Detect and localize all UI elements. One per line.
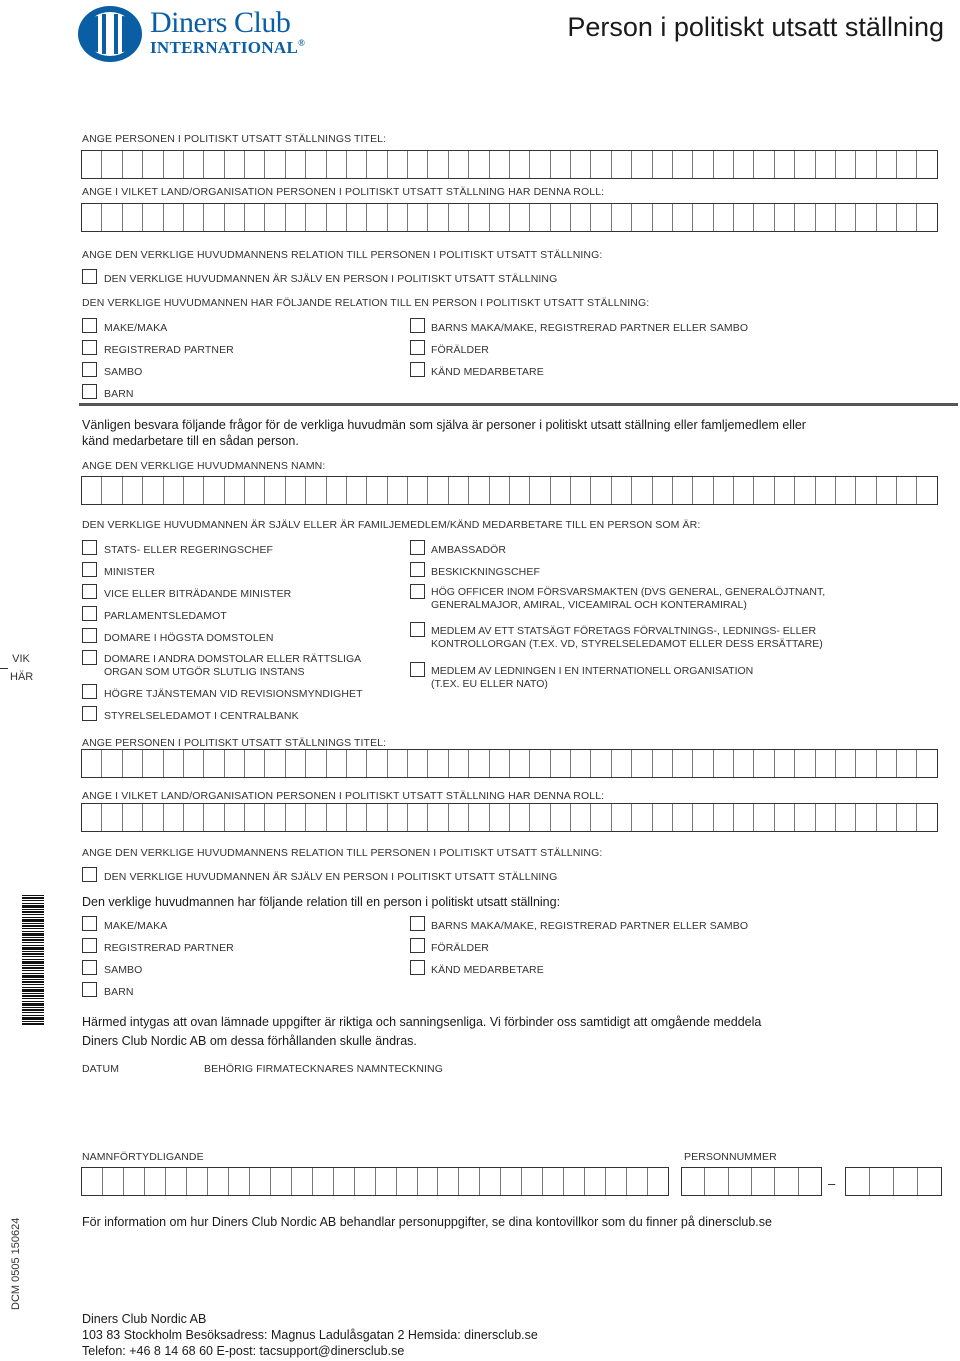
role-label: DEN VERKLIGE HUVUDMANNEN ÄR SJÄLV ELLER ÄR FAMILJEMEDLEM/KÄND MEDARBETARE TILL EN PERSON SOM ÄR: (82, 519, 701, 531)
ambassador-checkbox[interactable] (410, 540, 425, 555)
military-officer-checkbox[interactable] (410, 584, 425, 599)
central-bank-checkbox[interactable] (82, 706, 97, 721)
name-field[interactable] (81, 476, 938, 505)
name-clarification-field[interactable] (81, 1167, 669, 1196)
name-clarification-label: NAMNFÖRTYDLIGANDE (82, 1151, 204, 1163)
known-associate-checkbox[interactable] (410, 362, 425, 377)
head-of-state-label: STATS- ELLER REGERINGSCHEF (104, 544, 274, 556)
supreme-court-judge-checkbox[interactable] (82, 628, 97, 643)
personal-number-date-field[interactable] (681, 1167, 822, 1196)
known-associate-label: KÄND MEDARBETARE (431, 366, 544, 378)
audit-official-checkbox[interactable] (82, 684, 97, 699)
pep-title-label-2: ANGE PERSONEN I POLITISKT UTSATT STÄLLNINGS TITEL: (82, 737, 387, 749)
ambassador-label: AMBASSADÖR (431, 544, 507, 556)
personal-number-suffix-field[interactable] (845, 1167, 942, 1196)
state-company-label: MEDLEM AV ETT STATSÄGT FÖRETAGS FÖRVALTNINGS-, LEDNINGS- ELLER KONTROLLORGAN (T.EX. VD, STYRELSELEDAMOT ELLER DESS ERSÄTTARE) (431, 625, 823, 650)
pep-country-label-2: ANGE I VILKET LAND/ORGANISATION PERSONEN I POLITISKT UTSATT STÄLLNING HAR DENNA ROLL: (82, 790, 605, 802)
logo-text-primary: Diners Club (150, 6, 291, 39)
child-checkbox-2[interactable] (82, 982, 97, 997)
parent-checkbox-2[interactable] (410, 938, 425, 953)
self-pep-checkbox-2[interactable] (82, 867, 97, 882)
pep-country-field-2[interactable] (81, 803, 938, 832)
self-pep-label-2: DEN VERKLIGE HUVUDMANNEN ÄR SJÄLV EN PERSON I POLITISKT UTSATT STÄLLNING (104, 871, 558, 883)
pep-title-field[interactable] (81, 150, 938, 179)
parent-label-2: FÖRÄLDER (431, 942, 489, 954)
signature-field[interactable] (204, 1078, 938, 1138)
company-name: Diners Club Nordic AB (82, 1312, 207, 1326)
certification-text: Härmed intygas att ovan lämnade uppgifter är riktiga och sanningsenliga. Vi förbinder oss samtidigt att omgående meddela Diners Club Nordic AB om dessa förhållanden skulle ändras. (82, 1015, 762, 1048)
child-label-2: BARN (104, 986, 134, 998)
military-officer-label: HÖG OFFICER INOM FÖRSVARSMAKTEN (DVS GENERAL, GENERALÖJTNANT, GENERALMAJOR, AMIRAL, VICEAMIRAL OCH KONTERAMIRAL) (431, 586, 826, 611)
registered-partner-checkbox[interactable] (82, 340, 97, 355)
parliament-member-checkbox[interactable] (82, 606, 97, 621)
cohabitant-label: SAMBO (104, 366, 143, 378)
registered-partner-label-2: REGISTRERAD PARTNER (104, 942, 234, 954)
logo-text-secondary: INTERNATIONAL® (150, 38, 306, 57)
known-associate-label-2: KÄND MEDARBETARE (431, 964, 544, 976)
personal-number-label: PERSONNUMMER (684, 1151, 777, 1163)
child-spouse-checkbox-2[interactable] (410, 916, 425, 931)
spouse-checkbox[interactable] (82, 318, 97, 333)
name-label: ANGE DEN VERKLIGE HUVUDMANNENS NAMN: (82, 460, 326, 472)
known-associate-checkbox-2[interactable] (410, 960, 425, 975)
registered-partner-label: REGISTRERAD PARTNER (104, 344, 234, 356)
child-spouse-checkbox[interactable] (410, 318, 425, 333)
date-label: DATUM (82, 1063, 120, 1075)
document-code: DCM 0505 150624 (10, 1217, 22, 1310)
child-checkbox[interactable] (82, 384, 97, 399)
pep-title-field-2[interactable] (81, 749, 938, 778)
chief-of-mission-checkbox[interactable] (410, 562, 425, 577)
following-relation-label-2: Den verklige huvudmannen har följande relation till en person i politiskt utsatt ställning: (82, 895, 561, 909)
central-bank-label: STYRELSELEDAMOT I CENTRALBANK (104, 710, 299, 722)
registered-partner-checkbox-2[interactable] (82, 938, 97, 953)
signature-label: BEHÖRIG FIRMATECKNARES NAMNTECKNING (204, 1063, 443, 1075)
child-spouse-label-2: BARNS MAKA/MAKE, REGISTRERAD PARTNER ELLER SAMBO (431, 920, 749, 932)
cohabitant-label-2: SAMBO (104, 964, 143, 976)
parent-checkbox[interactable] (410, 340, 425, 355)
minister-checkbox[interactable] (82, 562, 97, 577)
pep-country-field[interactable] (81, 203, 938, 232)
cohabitant-checkbox[interactable] (82, 362, 97, 377)
pep-title-label: ANGE PERSONEN I POLITISKT UTSATT STÄLLNINGS TITEL: (82, 133, 387, 145)
fold-mark-line (0, 668, 8, 669)
deputy-minister-label: VICE ELLER BITRÄDANDE MINISTER (104, 588, 292, 600)
parent-label: FÖRÄLDER (431, 344, 489, 356)
page-title: Person i politiskt utsatt ställning (567, 12, 944, 42)
logo-mark-icon (76, 4, 144, 64)
relation-label-2: ANGE DEN VERKLIGE HUVUDMANNENS RELATION TILL PERSONEN I POLITISKT UTSATT STÄLLNING: (82, 847, 603, 859)
other-court-judge-checkbox[interactable] (82, 650, 97, 665)
supreme-court-judge-label: DOMARE I HÖGSTA DOMSTOLEN (104, 632, 274, 644)
relation-label: ANGE DEN VERKLIGE HUVUDMANNENS RELATION TILL PERSONEN I POLITISKT UTSATT STÄLLNING: (82, 249, 603, 261)
self-pep-checkbox[interactable] (82, 269, 97, 284)
parliament-member-label: PARLAMENTSLEDAMOT (104, 610, 227, 622)
section-divider (79, 403, 958, 406)
spouse-label-2: MAKE/MAKA (104, 920, 168, 932)
fold-here-marker: VIK HÄR (10, 653, 34, 683)
spouse-label: MAKE/MAKA (104, 322, 168, 334)
following-relation-label: DEN VERKLIGE HUVUDMANNEN HAR FÖLJANDE RELATION TILL EN PERSON I POLITISKT UTSATT STÄLLNING: (82, 297, 650, 309)
company-contact: Telefon: +46 8 14 68 60 E-post: tacsupport@dinersclub.se (82, 1344, 405, 1358)
intl-org-checkbox[interactable] (410, 662, 425, 677)
personal-number-dash: – (828, 1176, 836, 1191)
spouse-checkbox-2[interactable] (82, 916, 97, 931)
deputy-minister-checkbox[interactable] (82, 584, 97, 599)
child-spouse-label: BARNS MAKA/MAKE, REGISTRERAD PARTNER ELLER SAMBO (431, 322, 749, 334)
minister-label: MINISTER (104, 566, 155, 578)
self-pep-label: DEN VERKLIGE HUVUDMANNEN ÄR SJÄLV EN PERSON I POLITISKT UTSATT STÄLLNING (104, 273, 558, 285)
company-address: 103 83 Stockholm Besöksadress: Magnus Ladulåsgatan 2 Hemsida: dinersclub.se (82, 1328, 538, 1342)
state-company-checkbox[interactable] (410, 622, 425, 637)
child-label: BARN (104, 388, 134, 400)
date-field[interactable] (82, 1078, 192, 1138)
privacy-info: För information om hur Diners Club Nordic AB behandlar personuppgifter, se dina kontovillkor som du finner på dinersclub.se (82, 1215, 772, 1229)
head-of-state-checkbox[interactable] (82, 540, 97, 555)
other-court-judge-label: DOMARE I ANDRA DOMSTOLAR ELLER RÄTTSLIGA ORGAN SOM UTGÖR SLUTLIG INSTANS (104, 653, 362, 678)
intro-text: Vänligen besvara följande frågor för de verkliga huvudmän som själva är personer i politiskt utsatt ställning eller famljemedlem eller känd medarbetare till en sådan person. (82, 418, 806, 448)
chief-of-mission-label: BESKICKNINGSCHEF (431, 566, 540, 578)
barcode-icon (22, 895, 44, 1025)
pep-country-label: ANGE I VILKET LAND/ORGANISATION PERSONEN I POLITISKT UTSATT STÄLLNING HAR DENNA ROLL: (82, 186, 605, 198)
audit-official-label: HÖGRE TJÄNSTEMAN VID REVISIONSMYNDIGHET (104, 688, 363, 700)
intl-org-label: MEDLEM AV LEDNINGEN I EN INTERNATIONELL ORGANISATION (T.EX. EU ELLER NATO) (431, 665, 754, 690)
cohabitant-checkbox-2[interactable] (82, 960, 97, 975)
